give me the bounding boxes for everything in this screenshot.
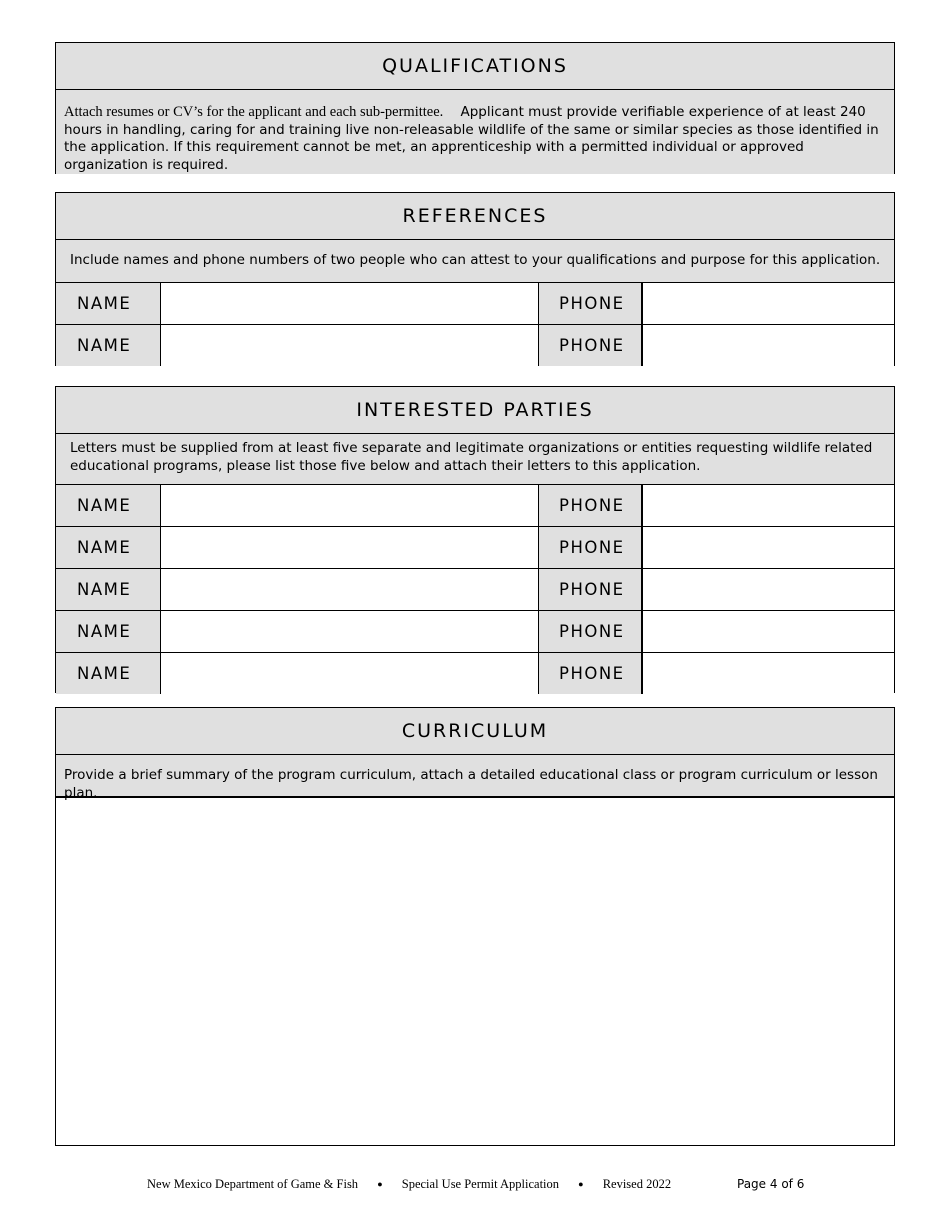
reference-row <box>56 282 894 324</box>
qualifications-note-part1: Attach resumes or CV’s for the applicant and each sub-permittee. <box>64 104 444 120</box>
interested-party-row <box>56 610 894 652</box>
phone-label: PHONE <box>539 569 643 610</box>
phone-label: PHONE <box>539 485 643 526</box>
qualifications-title: QUALIFICATIONS <box>56 43 894 90</box>
curriculum-section <box>55 707 895 1146</box>
curriculum-summary-field[interactable] <box>56 798 894 1145</box>
party-1-name-field[interactable] <box>161 485 539 526</box>
interested-parties-title: INTERESTED PARTIES <box>56 387 894 434</box>
party-2-name-field[interactable] <box>161 527 539 568</box>
party-2-phone-field[interactable] <box>643 527 894 568</box>
party-1-phone-field[interactable] <box>643 485 894 526</box>
footer-form-name: Special Use Permit Application <box>401 1177 560 1191</box>
interested-party-row <box>56 484 894 526</box>
qualifications-instructions <box>56 90 894 174</box>
curriculum-title: CURRICULUM <box>56 708 894 755</box>
name-label: NAME <box>56 611 161 652</box>
interested-party-row <box>56 568 894 610</box>
phone-label: PHONE <box>539 527 643 568</box>
phone-label: PHONE <box>539 611 643 652</box>
references-title: REFERENCES <box>56 193 894 240</box>
phone-label: PHONE <box>539 653 643 694</box>
references-section <box>55 192 895 366</box>
name-label: NAME <box>56 325 161 366</box>
interested-party-row <box>56 526 894 568</box>
qualifications-section <box>55 42 895 174</box>
reference-row <box>56 324 894 366</box>
name-label: NAME <box>56 653 161 694</box>
footer-bullet-icon: ● <box>377 1179 383 1189</box>
footer-revised: Revised 2022 <box>602 1177 672 1191</box>
party-5-name-field[interactable] <box>161 653 539 694</box>
footer-text <box>147 1177 671 1192</box>
page-number: Page 4 of 6 <box>737 1177 805 1191</box>
party-5-phone-field[interactable] <box>643 653 894 694</box>
reference-2-name-field[interactable] <box>161 325 539 366</box>
name-label: NAME <box>56 527 161 568</box>
party-3-phone-field[interactable] <box>643 569 894 610</box>
qualifications-note-part2: Applicant must provide verifiable experience of at least 240 hours in handling, caring for and training live non-releasable wildlife of the same or similar species as those identified in the application. If this requirement cannot be met, an apprenticeship with a permitted individual or approved organization is required. <box>64 104 879 173</box>
phone-label: PHONE <box>539 283 643 324</box>
reference-2-phone-field[interactable] <box>643 325 894 366</box>
party-4-phone-field[interactable] <box>643 611 894 652</box>
name-label: NAME <box>56 569 161 610</box>
name-label: NAME <box>56 485 161 526</box>
interested-parties-section <box>55 386 895 693</box>
curriculum-instructions: Provide a brief summary of the program curriculum, attach a detailed educational class or program curriculum or lesson plan. <box>56 755 894 798</box>
party-4-name-field[interactable] <box>161 611 539 652</box>
reference-1-name-field[interactable] <box>161 283 539 324</box>
party-3-name-field[interactable] <box>161 569 539 610</box>
footer-bullet-icon: ● <box>578 1179 584 1189</box>
interested-parties-instructions: Letters must be supplied from at least five separate and legitimate organizations or entities requesting wildlife related educational programs, please list those five below and attach their letters to this application. <box>56 434 894 484</box>
footer-agency: New Mexico Department of Game & Fish <box>147 1177 359 1191</box>
reference-1-phone-field[interactable] <box>643 283 894 324</box>
phone-label: PHONE <box>539 325 643 366</box>
name-label: NAME <box>56 283 161 324</box>
references-instructions: Include names and phone numbers of two people who can attest to your qualifications and purpose for this application. <box>56 240 894 282</box>
interested-party-row <box>56 652 894 694</box>
